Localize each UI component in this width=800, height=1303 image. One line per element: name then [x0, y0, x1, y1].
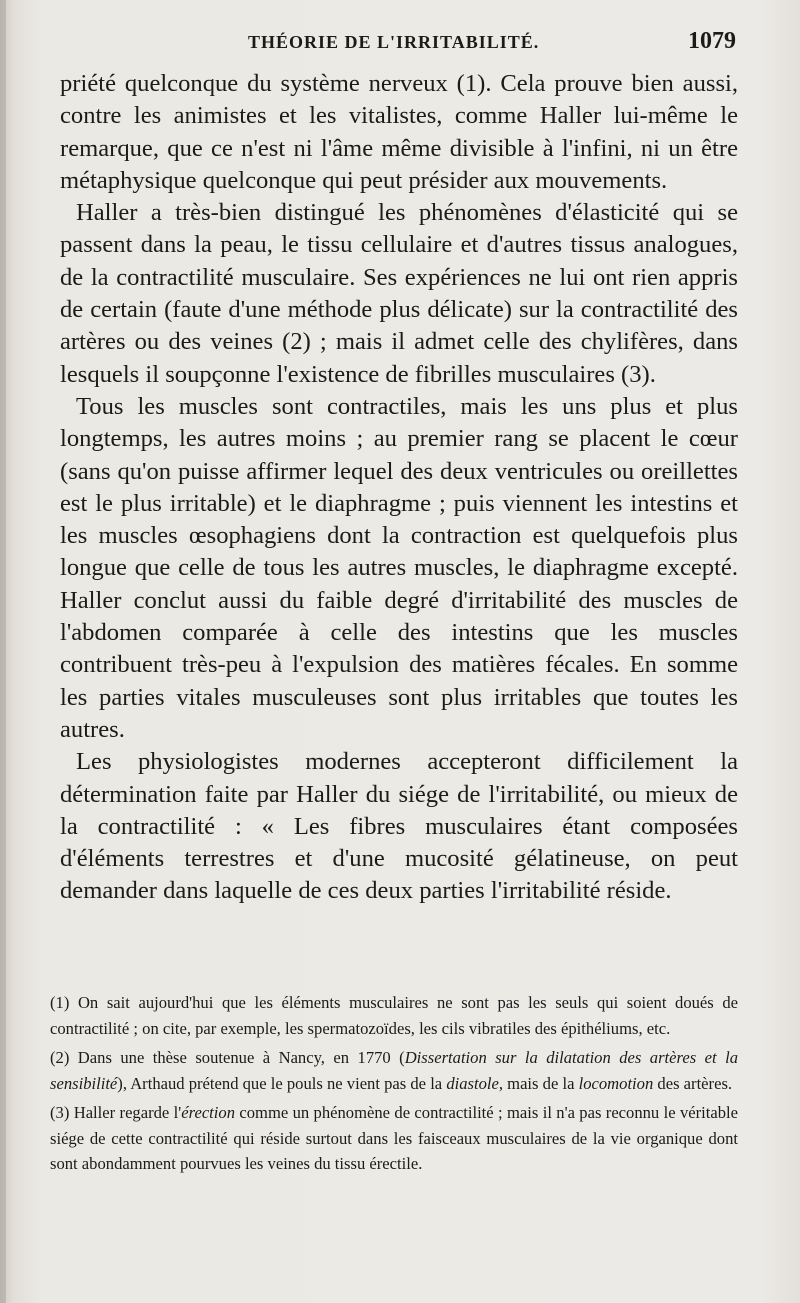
- paragraph: Les physiologistes modernes accepteront difficilement la détermination faite par Haller du siége de l'irritabilité, ou mieux de la contractilité : « Les fibres musculaires étant composées d'éléments terrestres et d'une mucosité gélatineuse, on peut demander dans laquelle de ces deux parties l'irritabilité réside.: [60, 748, 738, 905]
- footnote-2: [50, 1045, 738, 1097]
- footnote-text: (3) Haller regarde l': [50, 1102, 182, 1122]
- footnote-text: (2) Dans une thèse soutenue à Nancy, en 1770 (: [50, 1047, 405, 1067]
- footnote-italic: Dissertation sur la dilatation des artères et la sensibilité: [50, 1047, 738, 1093]
- page-number: 1079: [688, 28, 736, 54]
- paragraph: Tous les muscles sont contractiles, mais les uns plus et plus longtemps, les autres moins ; au premier rang se placent le cœur (sans qu'on puisse affirmer lequel des deux ventricules ou oreillettes est le plus irritable) et le diaphragme ; puis viennent les intestins et les muscles œsophagiens dont la contraction est quelquefois plus longue que celle de tous les autres muscles, le diaphragme excepté. Haller conclut aussi du faible degré d'irritabilité des muscles de l'abdomen comparée à celle des intestins que les muscles contribuent très-peu à l'expulsion des matières fécales. En somme les parties vitales musculeuses sont plus irritables que toutes les autres.: [60, 392, 738, 743]
- footnote-italic: diastole: [446, 1073, 499, 1093]
- footnote-text: , mais de la: [498, 1073, 579, 1093]
- footnote-text: ), Arthaud prétend que le pouls ne vient pas de la: [117, 1073, 447, 1093]
- footnote-1: (1) On sait aujourd'hui que les éléments musculaires ne sont pas les seuls qui soient doués de contractilité ; on cite, par exemple, les spermatozoïdes, les cils vibratiles des épithéliums, etc.: [50, 993, 738, 1038]
- running-head: [60, 30, 740, 60]
- footnotes: [50, 990, 738, 1180]
- footnote-text: des artères.: [653, 1073, 733, 1093]
- paragraph: priété quelconque du système nerveux (1). Cela prouve bien aussi, contre les animistes et les vitalistes, comme Haller lui-même le remarque, que ce n'est ni l'âme même divisible à l'infini, ni un être métaphysique quelconque qui peut présider aux mouvements.: [60, 70, 738, 194]
- footnote-3: [50, 1100, 738, 1178]
- paragraph: Haller a très-bien distingué les phénomènes d'élasticité qui se passent dans la peau, le tissu cellulaire et d'autres tissus analogues, de la contractilité musculaire. Ses expériences ne lui ont rien appris de certain (faute d'une méthode plus délicate) sur la contractilité des artères ou des veines (2) ; mais il admet celle des chylifères, dans lesquels il soupçonne l'existence de fibrilles musculaires (3).: [60, 199, 738, 388]
- footnote-text: comme un phénomène de contractilité ; mais il n'a pas reconnu le véritable siége de cette contractilité qui réside surtout dans les faisceaux musculaires de la vie organique dont sont abondamment pourvues les veines du tissu érectile.: [50, 1102, 738, 1174]
- footnote-italic: locomotion: [578, 1073, 654, 1093]
- footnote-italic: érection: [181, 1102, 236, 1122]
- running-title: THÉORIE DE L'IRRITABILITÉ.: [248, 32, 540, 52]
- body-text: [60, 68, 738, 908]
